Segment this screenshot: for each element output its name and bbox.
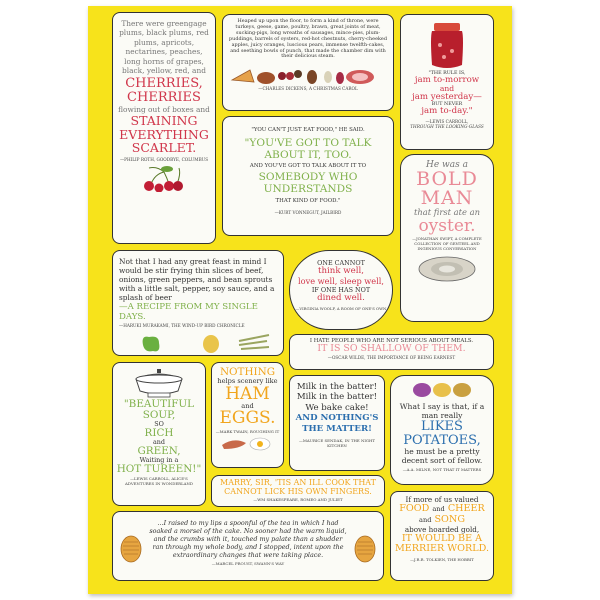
madeleine-left-illustration (119, 534, 143, 564)
card-vonnegut (222, 116, 394, 236)
jam-jar-illustration (422, 17, 472, 71)
soup-green: GREEN, (137, 445, 181, 457)
tolkien-line-1: If more of us valued (405, 495, 479, 504)
card-tolkien (390, 491, 494, 581)
soup-hot-tureen: HOT TUREEN!" (116, 463, 202, 475)
soup-waiting: Waiting in a (139, 456, 179, 464)
shakespeare-text: MARRY, SIR, 'TIS AN ILL COOK THAT CANNOT LICK HIS OWN FINGERS. (220, 478, 376, 496)
swift-line-1: He was a (426, 160, 468, 170)
proust-text: ...I raised to my lips a spoonful of the tea in which I had soaked a morsel of the cake. No sooner had the warm liquid, and the crumbs with it, touched my palate than a shudder ran through my whole body, and I stopped, intent upon the extraordinary changes that were taking place. (149, 519, 347, 559)
card-murakami (112, 250, 284, 356)
jam-attribution-2: THROUGH THE LOOKING-GLASS (410, 123, 484, 129)
vonnegut-attribution: —KURT VONNEGUT, JAILBIRD (274, 210, 342, 215)
tolkien-and-2: and (419, 516, 432, 524)
ham-eggs-illustration (216, 435, 280, 451)
card-roth (112, 12, 216, 244)
soup-rich: RICH (144, 427, 174, 439)
tolkien-cheer: CHEER (447, 503, 485, 515)
roth-cherries: CHERRIES, CHERRIES (125, 76, 203, 106)
card-wilde (289, 334, 494, 370)
sendak-line-5: THE MATTER! (302, 423, 372, 434)
sendak-attribution: —MAURICE SENDAK, IN THE NIGHT KITCHEN (299, 438, 375, 449)
roth-attribution: —PHILIP ROTH, GOODBYE, COLUMBUS (119, 156, 209, 162)
madeleine-right-illustration (353, 534, 377, 564)
card-swift (400, 154, 494, 322)
sendak-line-3: We bake cake! (305, 402, 369, 413)
milne-line-4: he must be a pretty decent sort of fellow. (401, 447, 483, 466)
jam-and: and (439, 84, 455, 94)
tolkien-and-1: and (432, 505, 445, 514)
swift-bold-man: BOLD MAN (416, 168, 478, 209)
card-twain (211, 362, 284, 468)
sendak-line-4: AND NOTHING'S (295, 413, 379, 424)
tureen-illustration (126, 365, 192, 399)
vonnegut-line-5: THAT KIND OF FOOD." (275, 198, 341, 204)
woolf-attribution: —VIRGINIA WOOLF, A ROOM OF ONE'S OWN (295, 305, 387, 311)
card-carroll-jam (400, 14, 494, 150)
murakami-recipe: —A RECIPE FROM MY SINGLE DAYS. (119, 302, 258, 322)
swift-oyster: oyster. (418, 216, 476, 237)
shakespeare-attribution: —WM SHAKESPEARE, ROMEO AND JULIET (253, 497, 343, 503)
vonnegut-line-1: "YOU CAN'T JUST EAT FOOD," HE SAID. (251, 127, 365, 133)
twain-and: and (241, 401, 254, 410)
jam-rule: "THE RULE IS, (428, 71, 466, 76)
swift-attribution: —JONATHAN SWIFT, A COMPLETE COLLECTION OF GENTEEL AND INGENIOUS CONVERSATION (412, 236, 482, 251)
soup-beautiful: "BEAUTIFUL (123, 398, 195, 410)
jam-yesterday: jam yesterday— (412, 92, 482, 103)
sendak-line-2: Milk in the batter! (296, 392, 378, 403)
vonnegut-line-4: SOMEBODY WHO UNDERSTANDS (258, 171, 358, 195)
jam-attribution-1: —LEWIS CARROLL, (425, 118, 469, 124)
jam-but-never: BUT NEVER (431, 102, 463, 108)
soup-soup: SOUP, (142, 409, 176, 421)
vonnegut-line-2: "YOU'VE GOT TO TALK ABOUT IT, TOO. (244, 137, 372, 161)
roth-text-2: flowing out of boxes and (118, 105, 210, 115)
milne-likes: LIKES (421, 419, 463, 434)
tolkien-attribution: —J.R.R. TOLKIEN, THE HOBBIT (410, 556, 474, 562)
wilde-line-1: I HATE PEOPLE WHO ARE NOT SERIOUS ABOUT MEALS. (309, 338, 474, 344)
card-shakespeare (211, 475, 385, 507)
twain-attribution: —MARK TWAIN, ROUGHING IT (215, 428, 280, 434)
tolkien-food: FOOD (399, 503, 430, 515)
card-alice-soup (112, 362, 206, 506)
feast-illustration (228, 62, 388, 86)
woolf-line-3: love well, sleep well, (298, 275, 384, 286)
proust-attribution: —MARCEL PROUST, SWANN'S WAY (211, 561, 285, 566)
soup-attribution: —LEWIS CARROLL, ALICE'S ADVENTURES IN WONDERLAND (124, 476, 194, 486)
woolf-line-2: think well, (318, 266, 364, 276)
twain-ham: HAM (225, 383, 270, 404)
card-sendak (289, 375, 385, 471)
woolf-line-5: dined well. (317, 293, 365, 304)
milne-potatoes: POTATOES, (403, 432, 481, 448)
twain-eggs: EGGS. (219, 407, 276, 428)
woolf-line-1: ONE CANNOT (317, 259, 365, 267)
milne-line-1: What I say is that, if a man really (399, 402, 485, 420)
jam-tomorrow: jam to-morrow (414, 75, 480, 85)
tolkien-song: SONG (434, 514, 465, 525)
twain-helps: helps scenery like (217, 377, 278, 385)
potatoes-illustration (402, 378, 482, 402)
card-proust (112, 511, 384, 581)
tolkien-merrier: IT WOULD BE A MERRIER WORLD. (394, 533, 490, 555)
stir-fry-illustration (119, 329, 279, 355)
swift-line-3: that first ate an (413, 207, 481, 217)
card-milne (390, 375, 494, 485)
roth-text: There were greengage plums, black plums, red plums, apricots, nectarines, peaches, long horns of grapes, black, yellow, red, and (119, 19, 209, 76)
twain-nothing: NOTHING (219, 366, 276, 378)
card-woolf (289, 250, 393, 330)
oyster-illustration (412, 254, 482, 284)
soup-and: and (152, 438, 166, 446)
cherries-illustration (119, 164, 209, 192)
wilde-line-2: IT IS SO SHALLOW OF THEM. (317, 343, 466, 354)
card-dickens (222, 14, 394, 111)
milne-attribution: —A.A. MILNE, NOT THAT IT MATTERS (402, 467, 482, 473)
jam-today: jam to-day." (421, 106, 473, 117)
murakami-attribution: —HARUKI MURAKAMI, THE WIND-UP BIRD CHRONICLE (119, 323, 245, 328)
woolf-line-4: IF ONE HAS NOT (311, 286, 371, 295)
wilde-attribution: —OSCAR WILDE, THE IMPORTANCE OF BEING EARNEST (327, 355, 456, 361)
sendak-line-1: Milk in the batter! (296, 382, 378, 392)
murakami-text: Not that I had any great feast in mind I would be stir frying thin slices of beef, onions, green peppers, and bean sprouts with a little salt, pepper, soy sauce, and a splash of beer (119, 257, 275, 302)
vonnegut-line-3: AND YOU'VE GOT TO TALK ABOUT IT TO (249, 163, 367, 169)
soup-so: SO (154, 420, 164, 428)
roth-staining: STAINING EVERYTHING SCARLET. (119, 113, 209, 156)
dickens-text: Heaped up upon the floor, to form a kind of throne, were turkeys, geese, game, poultry, brawn, great joints of meat, sucking-pigs, long wreaths of sausages, mince-pies, plum-puddings, barrels of oysters, red-hot chestnuts, cherry-cheeked apples, juicy oranges, luscious pears, immense twelfth-cakes, and seething bowls of punch, that made the chamber dim with their delicious steam. (229, 18, 387, 60)
tolkien-line-7: above hoarded gold, (404, 524, 480, 534)
dickens-attribution: —CHARLES DICKENS, A CHRISTMAS CAROL (258, 86, 358, 92)
